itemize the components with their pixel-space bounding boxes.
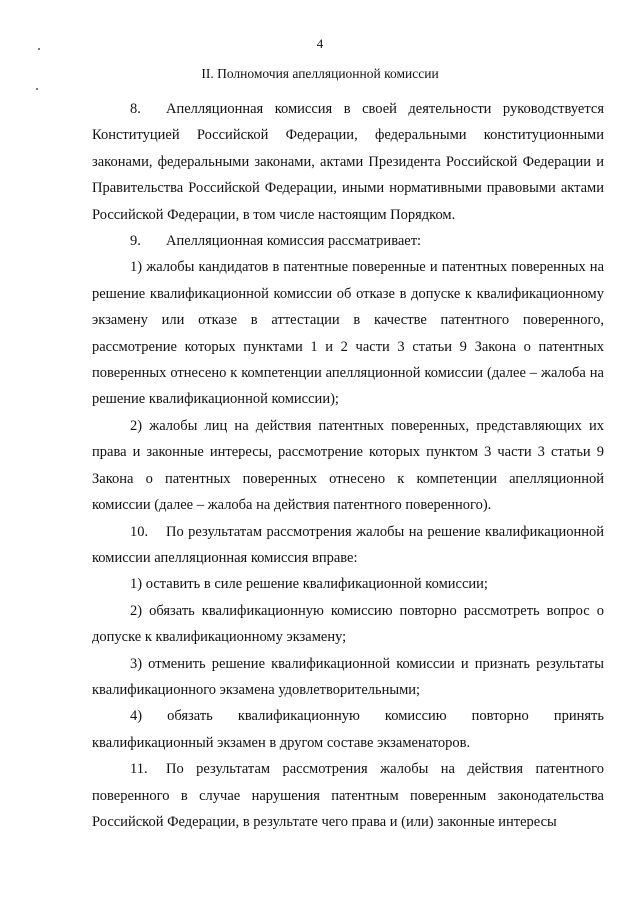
paragraph-8 bbox=[92, 96, 604, 228]
paragraph-number: 11. bbox=[130, 761, 148, 778]
paragraph-text: По результатам рассмотрения жалобы на действия патентного поверенного в случае нарушения патентным поверенным законодательства Российской Федерации, в результате чего права и (или) законные интересы bbox=[92, 761, 604, 830]
paragraph-text: 4) обязать квалификационную комиссию повторно принять квалификационный экзамен в другом составе экзаменаторов. bbox=[92, 708, 604, 751]
paragraph-10-item-4 bbox=[92, 703, 604, 756]
paragraph-text: 3) отменить решение квалификационной комиссии и признать результаты квалификационного экзамена удовлетворительными; bbox=[92, 655, 604, 698]
paragraph-10 bbox=[92, 519, 604, 572]
page-number: 4 bbox=[316, 36, 324, 51]
paragraph-text: Апелляционная комиссия рассматривает: bbox=[166, 233, 422, 250]
paragraph-number: 10. bbox=[130, 523, 149, 540]
paragraph-10-item-3 bbox=[92, 651, 604, 704]
paragraph-9-item-1 bbox=[92, 254, 604, 412]
paragraph-text: Апелляционная комиссия в своей деятельности руководствуется Конституцией Российской Федерации, федеральными конституционными законами, федеральными законами, актами Президента Российской Федерации и Правительства Российской Федерации, иными нормативными правовыми актами Российской Федерации, в том числе настоящим Порядком. bbox=[92, 101, 604, 223]
paragraph-text: 1) жалобы кандидатов в патентные поверенные и патентных поверенных на решение квалификационной комиссии об отказе в допуске к квалификационному экзамену или отказе в аттестации в качестве патентного поверенного, рассмотрение которых пунктами 1 и 2 части 3 статьи 9 Закона о патентных поверенных отнесено к компетенции апелляционной комиссии (далее – жалоба на решение квалификационной комиссии); bbox=[92, 259, 604, 408]
paragraph-10-item-2 bbox=[92, 598, 604, 651]
paragraph-text: 2) обязать квалификационную комиссию повторно рассмотреть вопрос о допуске к квалификационному экзамену; bbox=[92, 602, 604, 646]
paragraph-text: 1) оставить в силе решение квалификационной комиссии; bbox=[130, 576, 488, 593]
paragraph-10-item-1 bbox=[92, 571, 604, 597]
paragraph-9 bbox=[92, 228, 604, 254]
section-title: II. Полномочия апелляционной комиссии bbox=[201, 66, 439, 81]
paragraph-text: По результатам рассмотрения жалобы на решение квалификационной комиссии апелляционная комиссия вправе: bbox=[92, 523, 604, 566]
paragraph-number: 9. bbox=[130, 233, 141, 250]
paragraph-11 bbox=[92, 756, 604, 835]
document-body bbox=[92, 96, 604, 835]
scan-speck bbox=[36, 88, 38, 90]
paragraph-9-item-2 bbox=[92, 413, 604, 519]
paragraph-text: 2) жалобы лиц на действия патентных поверенных, представляющих их права и законные интересы, рассмотрение которых пунктом 3 части 3 статьи 9 Закона о патентных поверенных отнесено к компетенции апелляционной комиссии (далее – жалоба на действия патентного поверенного). bbox=[92, 417, 604, 514]
paragraph-number: 8. bbox=[130, 101, 141, 117]
